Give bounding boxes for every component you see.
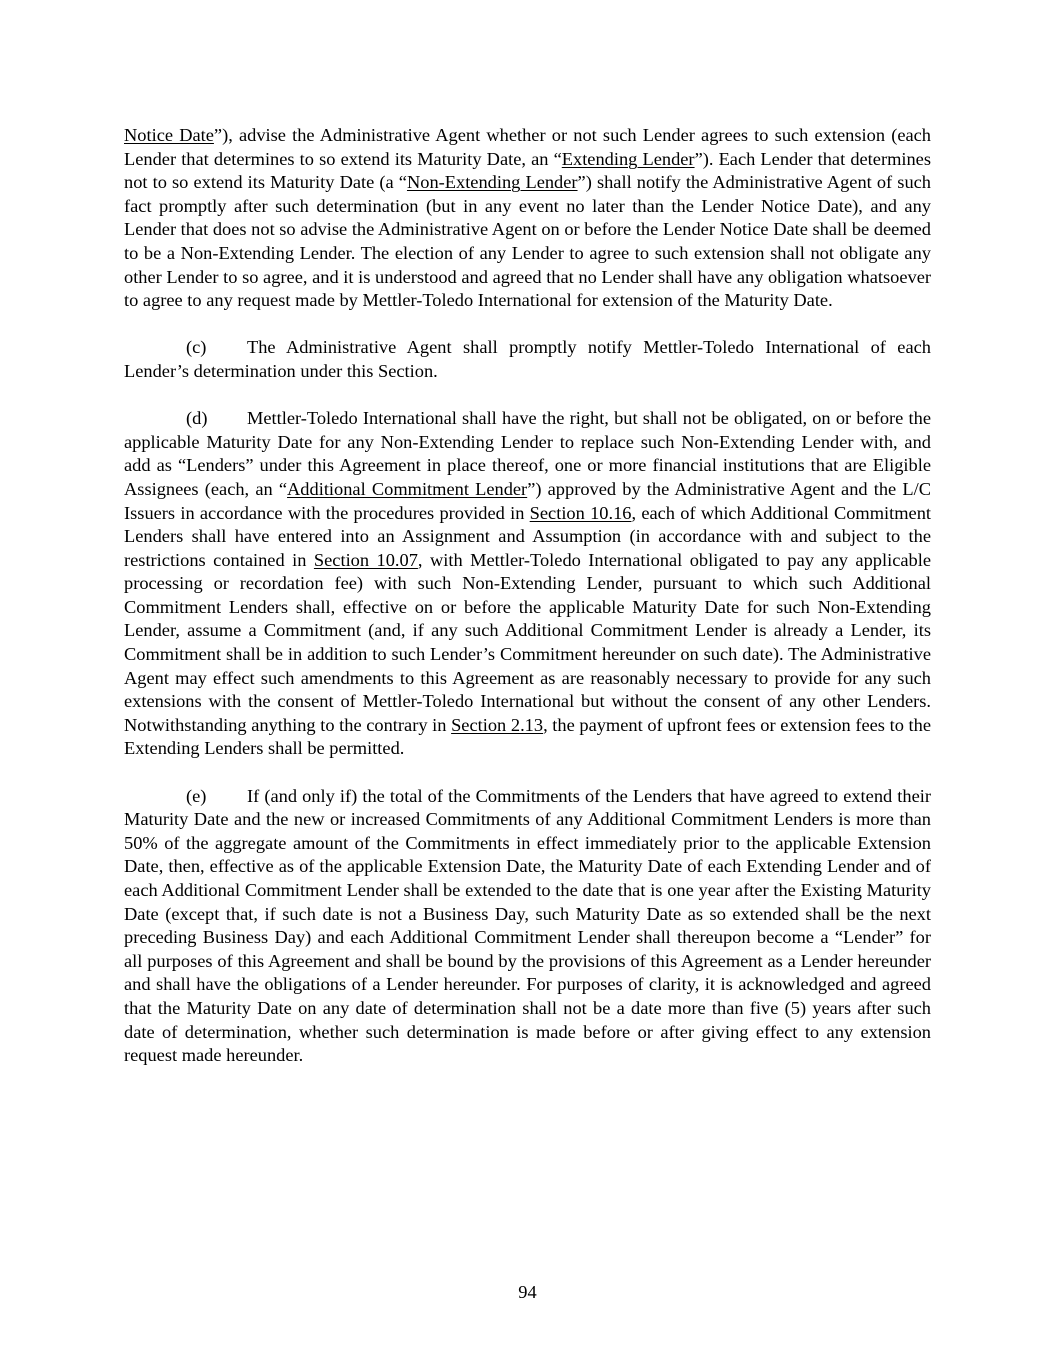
page-number: 94 (518, 1282, 537, 1302)
section-reference-10-16: Section 10.16 (529, 502, 632, 523)
paragraph-e (124, 785, 931, 1068)
paragraph-d-label: (d) (186, 408, 208, 429)
paragraph-d-text-4: , with Mettler-Toledo International obligated to pay any applicable processing or recordation fee) with such Non-Extending Lender, pursuant to which such Additional Commitment Lenders shall, effective on or before the applicable Maturity Date for such Non-Extending Lender, assume a Commitment (and, if any such Additional Commitment Lender is already a Lender, its Commitment shall be in addition to such Lender’s Commitment hereunder on such date). The Administrative Agent may effect such amendments to this Agreement as are reasonably necessary to provide for any such extensions with the consent of Mettler-Toledo International but without the consent of any other Lenders. Notwithstanding anything to the contrary in (124, 549, 931, 735)
paragraph-d (124, 407, 931, 761)
paragraph-d-text-3: , each of which Additional Commitment Lenders shall have entered into an Assignment and Assumption (in accordance with and subject to the restrictions contained in (124, 502, 932, 570)
paragraph-b-text-1: ”), advise the Administrative Agent whether or not such Lender agrees to such extension (each Lender that determines to so extend its Maturity Date, an “ (124, 125, 932, 169)
paragraph-e-text: If (and only if) the total of the Commitments of the Lenders that have agreed to extend their Maturity Date and the new or increased Commitments of any Additional Commitment Lenders is more than 50% of the aggregate amount of the Commitments in effect immediately prior to the applicable Extension Date, then, effective as of the applicable Extension Date, the Maturity Date of each Extending Lender and of each Additional Commitment Lender shall be extended to the date that is one year after the Existing Maturity Date (except that, if such date is not a Business Day, such Maturity Date as so extended shall be the next preceding Business Day) and each Additional Commitment Lender shall thereupon become a “Lender” for all purposes of this Agreement and shall be bound by the provisions of this Agreement as a Lender hereunder and shall have the obligations of a Lender hereunder. For purposes of clarity, it is acknowledged and agreed that the Maturity Date on any date of determination shall not be a date more than five (5) years after such date of determination, whether such determination is made before or after giving effect to any extension request made hereunder. (124, 785, 931, 1066)
paragraph-b-text-2: ”). Each Lender that determines not to so extend its Maturity Date (a “ (124, 148, 932, 193)
paragraph-b-continuation (124, 124, 931, 313)
paragraph-c-label: (c) (186, 337, 207, 358)
defined-term-additional-commitment-lender: Additional Commitment Lender (287, 478, 528, 499)
defined-term-non-extending-lender: Non-Extending Lender (406, 172, 578, 193)
paragraph-b-text-3: ”) shall notify the Administrative Agent of such fact promptly after such determination (but in any event no later than the Lender Notice Date), and any Lender that does not so advise the Administrative Agent on or before the Lender Notice Date shall be deemed to be a Non-Extending Lender. The election of any Lender to agree to such extension shall not obligate any other Lender to so agree, and it is understood and agreed that no Lender shall have any obligation whatsoever to agree to any request made by Mettler-Toledo International for extension of the Maturity Date. (124, 172, 932, 311)
section-reference-2-13: Section 2.13 (451, 714, 544, 735)
paragraph-e-label: (e) (186, 785, 207, 806)
defined-term-notice-date: Notice Date (124, 125, 214, 145)
section-reference-10-07: Section 10.07 (313, 549, 418, 570)
paragraph-c (124, 336, 931, 383)
paragraph-d-text-5: , the payment of upfront fees or extension fees to the Extending Lenders shall be permitted. (124, 714, 931, 759)
paragraph-d-text-1: Mettler-Toledo International shall have the right, but shall not be obligated, on or before the applicable Maturity Date for any Non-Extending Lender to replace such Non-Extending Lender with, and add as “Lenders” under this Agreement in place thereof, one or more financial institutions that are Eligible Assignees (each, an “ (124, 408, 931, 499)
defined-term-extending-lender: Extending Lender (561, 148, 695, 169)
paragraph-c-text: The Administrative Agent shall promptly notify Mettler-Toledo International of each Lender’s determination under this Section. (124, 337, 931, 381)
document-body (124, 124, 931, 1091)
paragraph-d-text-2: ”) approved by the Administrative Agent and the L/C Issuers in accordance with the procedures provided in (124, 478, 932, 523)
